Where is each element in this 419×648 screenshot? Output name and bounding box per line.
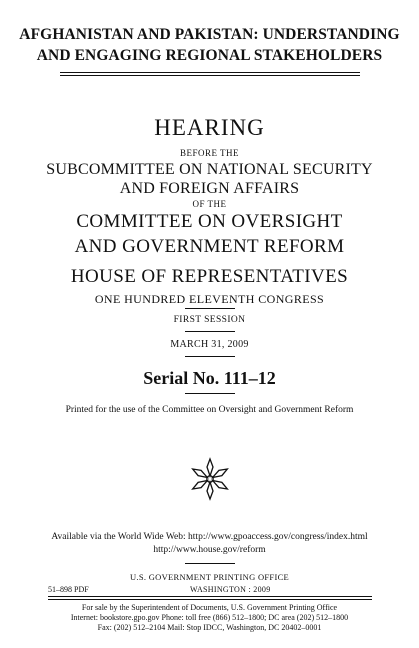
printed-for-note: Printed for the use of the Committee on Oversight and Government Reform [65, 405, 354, 415]
title-divider [60, 72, 360, 76]
sale-line-2: Internet: bookstore.gpo.gov Phone: toll free (866) 512–1800; DC area (202) 512–1800 [70, 613, 349, 622]
document-code: 51–898 PDF [48, 585, 89, 594]
availability-line-1: Available via the World Wide Web: http://www.gpoaccess.gov/congress/index.html [51, 532, 368, 542]
congress-divider [185, 308, 235, 309]
serial-divider [185, 393, 235, 394]
availability-line-2: http://www.house.gov/reform [153, 545, 266, 555]
congress-label: ONE HUNDRED ELEVENTH CONGRESS [94, 292, 325, 306]
committee-name [0, 209, 419, 259]
house-name: HOUSE OF REPRESENTATIVES [70, 266, 349, 287]
sale-info [0, 603, 419, 633]
title-line-2: AND ENGAGING REGIONAL STAKEHOLDERS [36, 47, 383, 64]
hearing-date: MARCH 31, 2009 [170, 339, 249, 350]
sale-line-3: Fax: (202) 512–2104 Mail: Stop IDCC, Washington, DC 20402–0001 [97, 623, 322, 632]
hearing-heading: HEARING [154, 115, 265, 140]
of-the-label: OF THE [192, 199, 227, 209]
availability-divider [185, 563, 235, 564]
document-title [0, 24, 419, 66]
sale-line-1: For sale by the Superintendent of Documents, U.S. Government Printing Office [81, 603, 338, 612]
before-the-label: BEFORE THE [179, 148, 240, 158]
title-line-1: AFGHANISTAN AND PAKISTAN: UNDERSTANDING [19, 26, 400, 43]
serial-number: Serial No. 111–12 [143, 368, 276, 388]
session-divider [185, 331, 235, 332]
subcommittee-line-2: AND FOREIGN AFFAIRS [119, 180, 300, 197]
committee-line-2: AND GOVERNMENT REFORM [74, 236, 345, 257]
date-divider [185, 356, 235, 357]
session-label: FIRST SESSION [173, 315, 246, 325]
subcommittee-name [0, 160, 419, 198]
printing-office: U.S. GOVERNMENT PRINTING OFFICE [129, 572, 290, 582]
footer-divider [48, 596, 372, 600]
publication-place: WASHINGTON : 2009 [190, 585, 271, 594]
gpo-emblem-icon [186, 455, 234, 503]
committee-line-1: COMMITTEE ON OVERSIGHT [76, 211, 343, 232]
subcommittee-line-1: SUBCOMMITTEE ON NATIONAL SECURITY [46, 161, 373, 178]
